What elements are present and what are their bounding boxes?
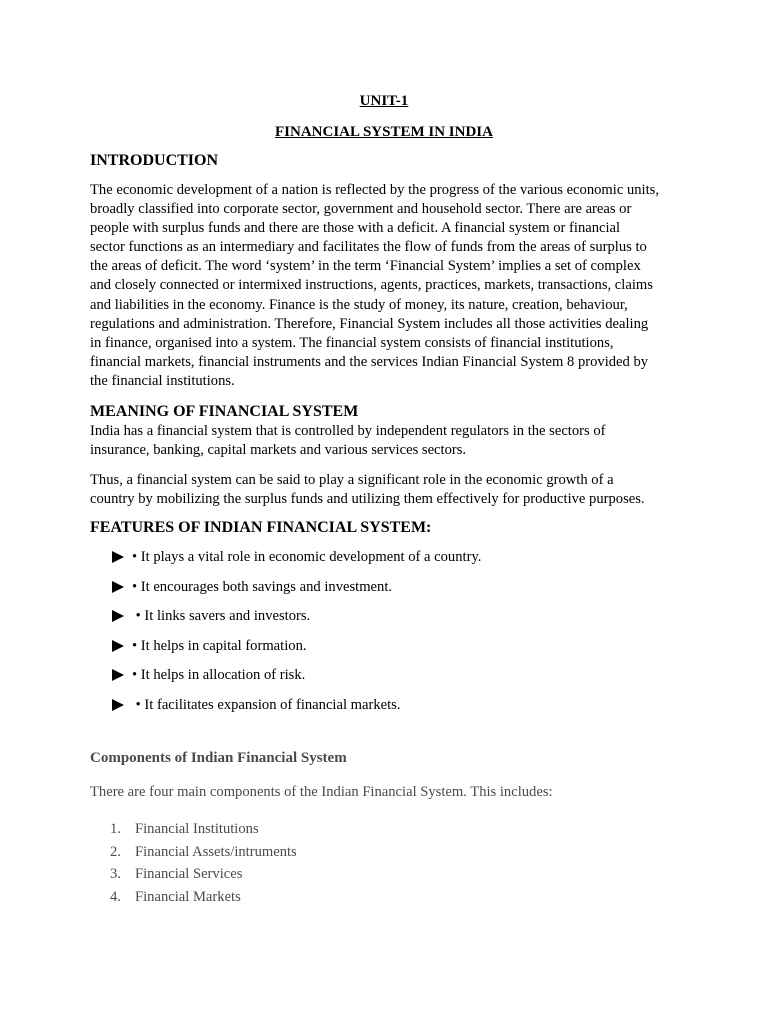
list-item: • It plays a vital role in economic development of a country.: [112, 548, 481, 578]
text-line: insurance, banking, capital markets and various services sectors.: [90, 442, 467, 459]
text-line: the financial institutions.: [90, 372, 235, 389]
list-item: 4. Financial Markets: [110, 888, 241, 905]
text-line: people with surplus funds and there are those with a deficit. A financial system or financial: [90, 220, 621, 237]
arrow-bullet-icon: [112, 640, 124, 652]
text-line: broadly classified into corporate sector, government and household sector. There are areas or: [90, 201, 632, 218]
meaning-paragraph-1: [90, 422, 690, 460]
list-item: 3. Financial Services: [110, 866, 243, 882]
list-item: • It helps in allocation of risk.: [112, 666, 481, 696]
features-list: [112, 548, 481, 726]
features-heading: FEATURES OF INDIAN FINANCIAL SYSTEM:: [90, 519, 432, 536]
list-item: 2. Financial Assets/intruments: [110, 843, 297, 860]
components-heading: Components of Indian Financial System: [90, 750, 347, 766]
document-title: FINANCIAL SYSTEM IN INDIA: [275, 124, 493, 140]
arrow-bullet-icon: [112, 551, 124, 563]
text-line: and liabilities in the economy. Finance is the study of money, its nature, creation, behaviour,: [90, 296, 628, 313]
arrow-bullet-icon: [112, 669, 124, 681]
text-line: and closely connected or intermixed instructions, agents, practices, markets, transactions, claims: [90, 277, 653, 294]
text-line: India has a financial system that is controlled by independent regulators in the sectors of: [90, 423, 606, 439]
text-line: country by mobilizing the surplus funds and utilizing them effectively for productive purposes.: [90, 491, 645, 508]
arrow-bullet-icon: [112, 581, 124, 593]
text-line: sector functions as an intermediary and facilitates the flow of funds from the areas of surplus to: [90, 239, 647, 256]
text-line: the areas of deficit. The word ‘system’ in the term ‘Financial System’ implies a set of complex: [90, 258, 641, 275]
list-item: • It helps in capital formation.: [112, 637, 481, 667]
list-item: • It facilitates expansion of financial markets.: [112, 696, 481, 726]
list-item: 1. Financial Institutions: [110, 821, 259, 837]
text-line: financial markets, financial instruments and the services Indian Financial System 8 provided by: [90, 353, 649, 370]
list-item: • It encourages both savings and investment.: [112, 578, 481, 608]
text-line: The economic development of a nation is reflected by the progress of the various economic units,: [90, 182, 659, 198]
meaning-paragraph-2: [90, 471, 690, 509]
text-line: in finance, organised into a system. The financial system consists of financial institutions,: [90, 334, 614, 351]
text-line: regulations and administration. Therefore, Financial System includes all those activities dealing: [90, 315, 649, 332]
list-item: • It links savers and investors.: [112, 607, 481, 637]
arrow-bullet-icon: [112, 610, 124, 622]
components-list: [110, 818, 297, 908]
text-line: Thus, a financial system can be said to play a significant role in the economic growth of a: [90, 472, 614, 488]
introduction-paragraph: [90, 181, 690, 391]
meaning-heading: MEANING OF FINANCIAL SYSTEM: [90, 403, 359, 420]
unit-label: UNIT-1: [359, 93, 409, 109]
arrow-bullet-icon: [112, 699, 124, 711]
introduction-heading: INTRODUCTION: [90, 152, 219, 169]
components-intro: There are four main components of the Indian Financial System. This includes:: [90, 784, 553, 800]
